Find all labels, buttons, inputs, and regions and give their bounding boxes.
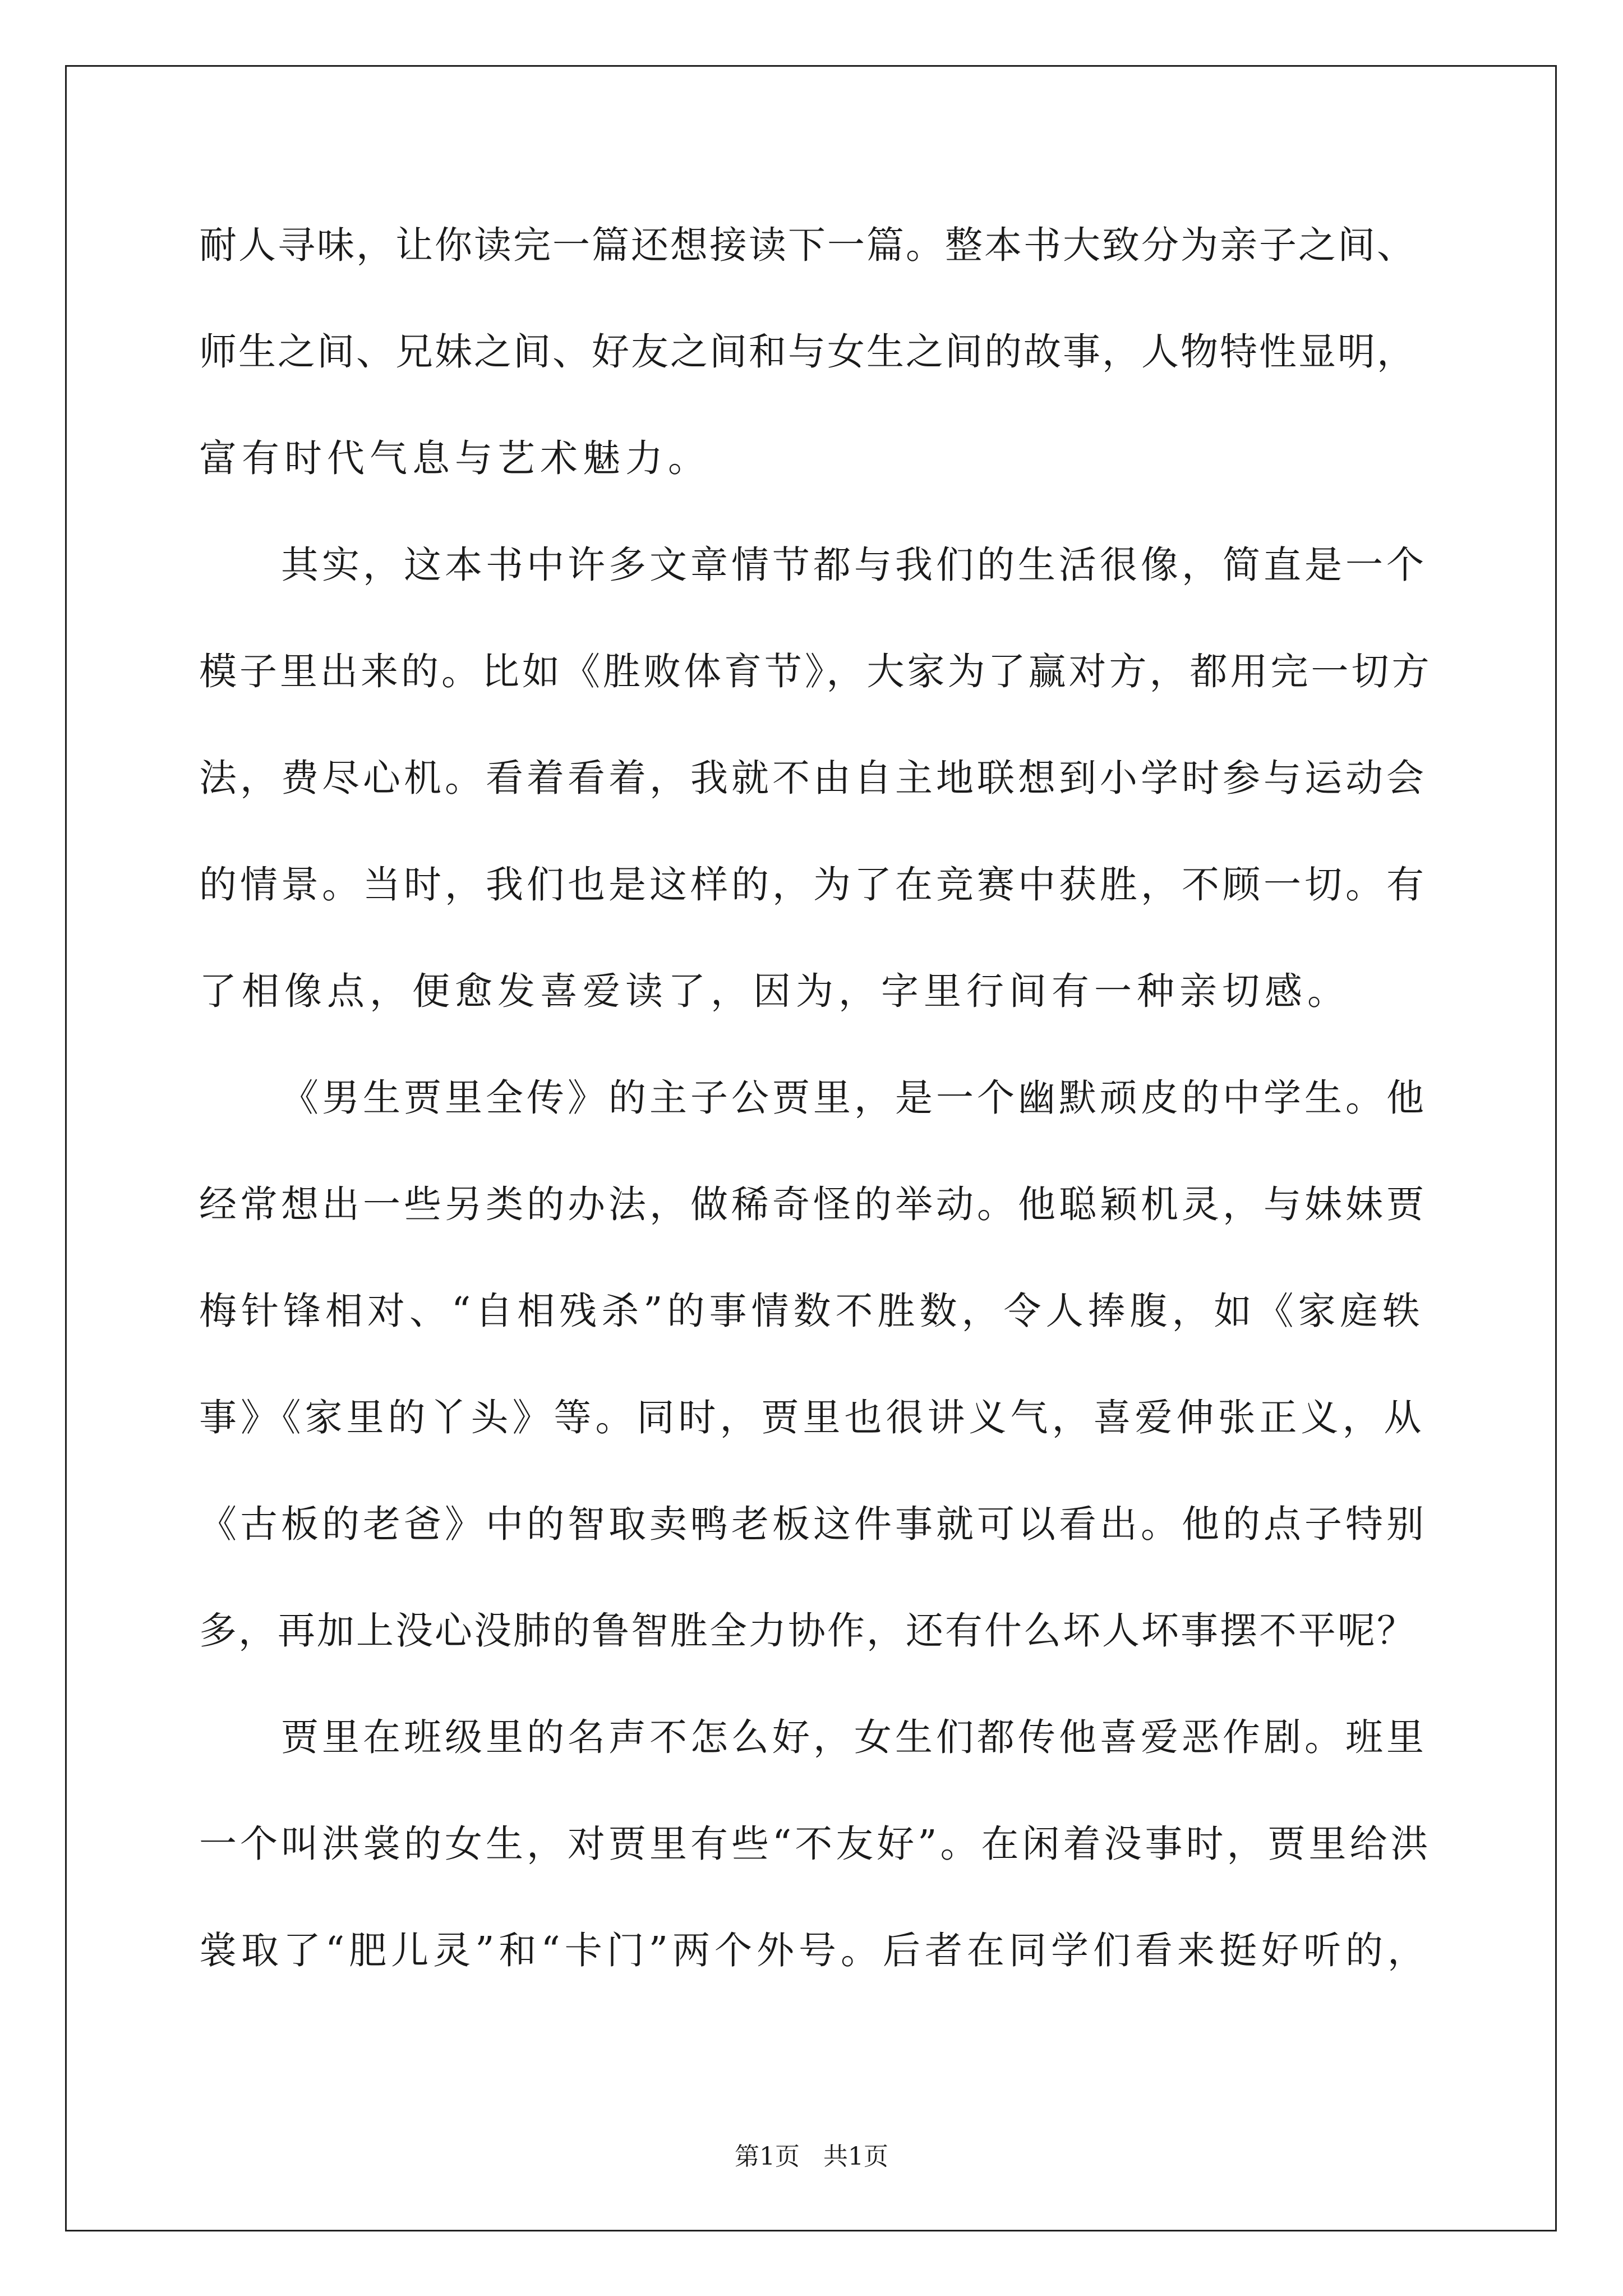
text-line: 法，费尽心机。看着看着，我就不由自主地联想到小学时参与运动会 bbox=[199, 756, 1427, 800]
text-line: 富有时代气息与艺术魅力。 bbox=[199, 436, 711, 480]
text-line: 多，再加上没心没肺的鲁智胜全力协作，还有什么坏人坏事摆不平呢？ bbox=[199, 1609, 1416, 1653]
page-total: 共1页 bbox=[823, 2142, 888, 2171]
paragraph-first-line: 其实，这本书中许多文章情节都与我们的生活很像，简直是一个 bbox=[281, 543, 1427, 587]
text-line: 裳取了“肥儿灵”和“卡门”两个外号。后者在同学们看来挺好听的， bbox=[199, 1929, 1430, 1972]
text-line: 耐人寻味，让你读完一篇还想接读下一篇。整本书大致分为亲子之间、 bbox=[199, 223, 1416, 267]
text-line: 事》《家里的丫头》等。同时，贾里也很讲义气，喜爱伸张正义，从 bbox=[199, 1396, 1426, 1439]
text-line: 一个叫洪裳的女生，对贾里有些“不友好”。在闲着没事时，贾里给洪 bbox=[199, 1822, 1432, 1866]
text-line: 模子里出来的。比如《胜败体育节》，大家为了赢对方，都用完一切方 bbox=[199, 650, 1432, 693]
page-footer bbox=[0, 2140, 1623, 2174]
paragraph-first-line: 贾里在班级里的名声不怎么好，女生们都传他喜爱恶作剧。班里 bbox=[281, 1715, 1427, 1759]
text-line: 了相像点，便愈发喜爱读了，因为，字里行间有一种亲切感。 bbox=[199, 969, 1350, 1013]
text-line: 的情景。当时，我们也是这样的，为了在竞赛中获胜，不顾一切。有 bbox=[199, 863, 1427, 907]
text-line: 梅针锋相对、“自相残杀”的事情数不胜数，令人捧腹，如《家庭轶 bbox=[199, 1289, 1424, 1333]
text-line: 《古板的老爸》中的智取卖鸭老板这件事就可以看出。他的点子特别 bbox=[199, 1502, 1427, 1546]
paragraph-first-line: 《男生贾里全传》的主子公贾里，是一个幽默顽皮的中学生。他 bbox=[281, 1076, 1427, 1120]
text-line: 经常想出一些另类的办法，做稀奇怪的举动。他聪颖机灵，与妹妹贾 bbox=[199, 1182, 1427, 1226]
page-number: 第1页 bbox=[735, 2142, 800, 2171]
text-line: 师生之间、兄妹之间、好友之间和与女生之间的故事，人物特性显明， bbox=[199, 330, 1416, 374]
footer-spacer bbox=[800, 2142, 823, 2171]
document-body bbox=[199, 192, 1433, 2004]
